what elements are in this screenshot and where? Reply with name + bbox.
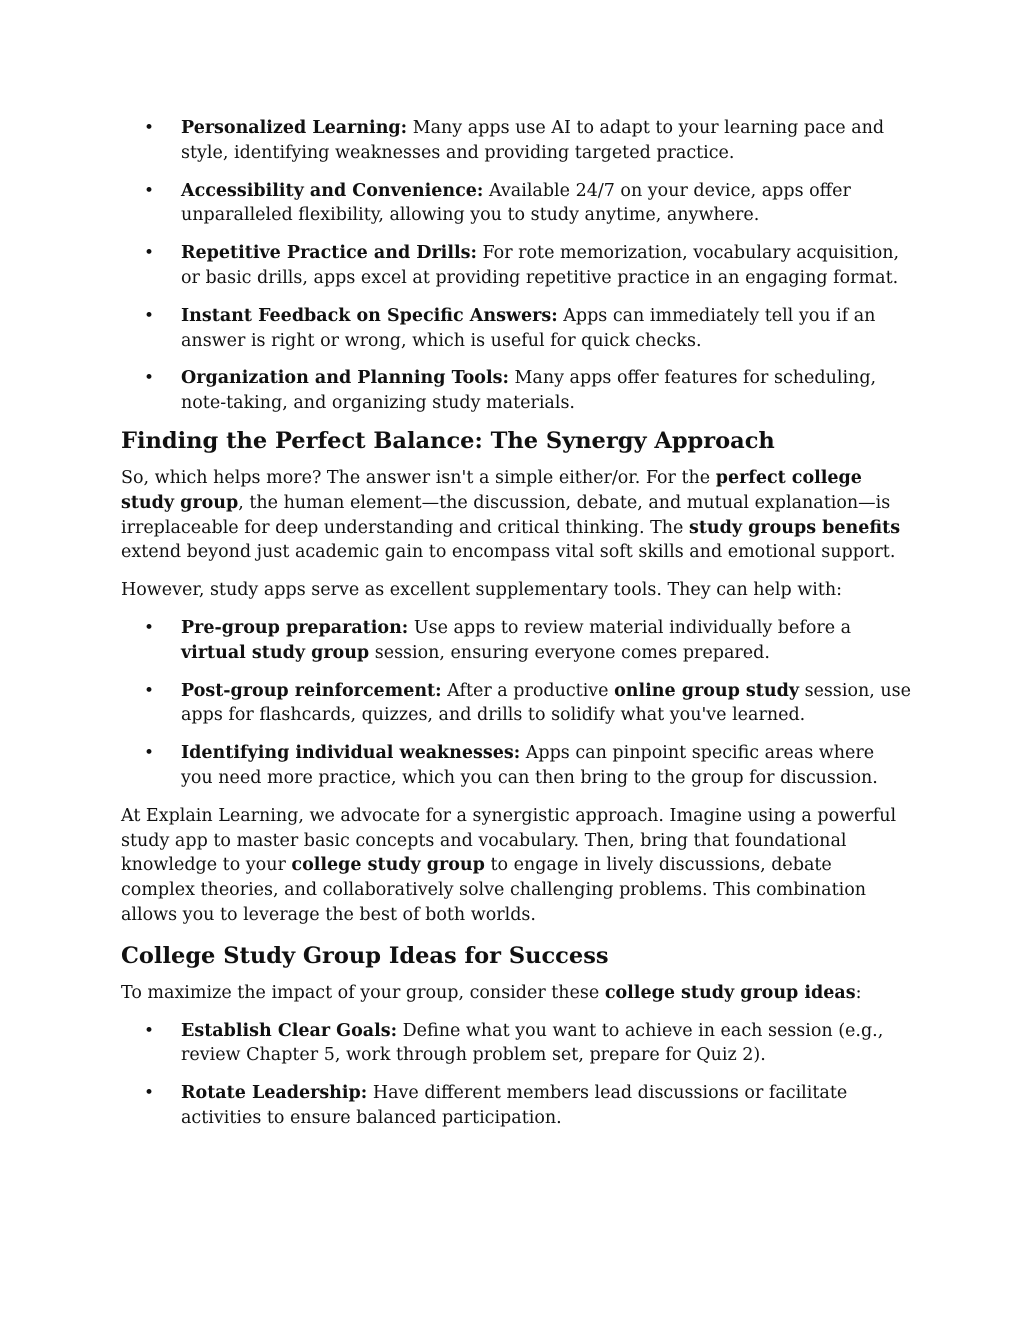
section-heading-ideas: College Study Group Ideas for Success <box>121 942 609 969</box>
list-item: • Rotate Leadership: Have different members lead discussions or facilitate activities to ensure balanced participation. <box>144 1083 848 1128</box>
list-item: • Pre-group preparation: Use apps to review material individually before a virtual study group session, ensuring everyone comes prepared. <box>144 617 852 663</box>
list-item: • Establish Clear Goals: Define what you want to achieve in each session (e.g., review Chapter 5, work through problem set, prepare for Quiz 2). <box>144 1020 884 1066</box>
list-item <box>121 304 911 354</box>
list-item-title: Organization and Planning Tools: <box>181 368 509 389</box>
bullet-icon: • <box>144 180 155 201</box>
bullet-icon: • <box>144 368 155 389</box>
list-item <box>121 241 911 291</box>
list-item: • Identifying individual weaknesses: Apps can pinpoint specific areas where you need more practice, which you can then bring to the group for discussion. <box>144 743 878 788</box>
paragraph-supplementary: However, study apps serve as excellent supplementary tools. They can help with: <box>121 580 843 601</box>
document-page <box>121 116 911 1144</box>
bullet-icon: • <box>144 1083 155 1104</box>
paragraph-balance-intro: So, which helps more? The answer isn't a simple either/or. For the perfect college study group, the human element—the discussion, debate, and mutual explanation—is irreplaceable for deep understanding and critical thinking. The study groups benefits extend beyond just academic gain to encompass vital soft skills and emotional support. <box>121 467 901 563</box>
list-item-title: Accessibility and Convenience: <box>181 180 484 201</box>
paragraph-synergy: At Explain Learning, we advocate for a synergistic approach. Imagine using a powerful study app to master basic concepts and vocabulary. Then, bring that foundational knowledge to your college study group to engage in lively discussions, debate complex theories, and collaboratively solve challenging problems. This combination allows you to leverage the best of both worlds. <box>121 805 897 925</box>
study-group-ideas-list <box>121 1019 911 1131</box>
list-item-title: Personalized Learning: <box>181 118 408 138</box>
list-item: • Post-group reinforcement: After a productive online group study session, use apps for flashcards, quizzes, and drills to solidify what you've learned. <box>144 680 911 726</box>
list-item-text: For rote memorization, vocabulary acquisition, or basic drills, apps excel at providing repetitive practice in an engaging format. <box>181 243 900 288</box>
section-heading-balance: Finding the Perfect Balance: The Synergy Approach <box>121 427 775 454</box>
list-item-text: Available 24/7 on your device, apps offer unparalleled flexibility, allowing you to study anytime, anywhere. <box>181 180 851 226</box>
bullet-icon: • <box>144 743 155 764</box>
bullet-icon: • <box>144 305 155 326</box>
list-item <box>121 179 911 229</box>
supplementary-tools-list <box>121 616 911 791</box>
bullet-icon: • <box>144 680 155 701</box>
app-benefits-list <box>121 116 911 416</box>
list-item-text: Many apps use AI to adapt to your learning pace and style, identifying weaknesses and providing targeted practice. <box>181 118 885 163</box>
list-item-title: Instant Feedback on Specific Answers: <box>181 305 558 326</box>
list-item <box>121 366 911 416</box>
list-item-title: Repetitive Practice and Drills: <box>181 243 477 264</box>
bullet-icon: • <box>144 617 155 638</box>
list-item <box>121 116 911 166</box>
bullet-icon: • <box>144 243 155 264</box>
bullet-icon: • <box>144 1020 155 1041</box>
list-item-text: Many apps offer features for scheduling, note-taking, and organizing study materials. <box>181 368 877 414</box>
paragraph-ideas-intro: To maximize the impact of your group, consider these college study group ideas: <box>121 982 862 1003</box>
list-item-text: Apps can immediately tell you if an answer is right or wrong, which is useful for quick checks. <box>181 305 876 351</box>
bullet-icon: • <box>144 118 155 138</box>
